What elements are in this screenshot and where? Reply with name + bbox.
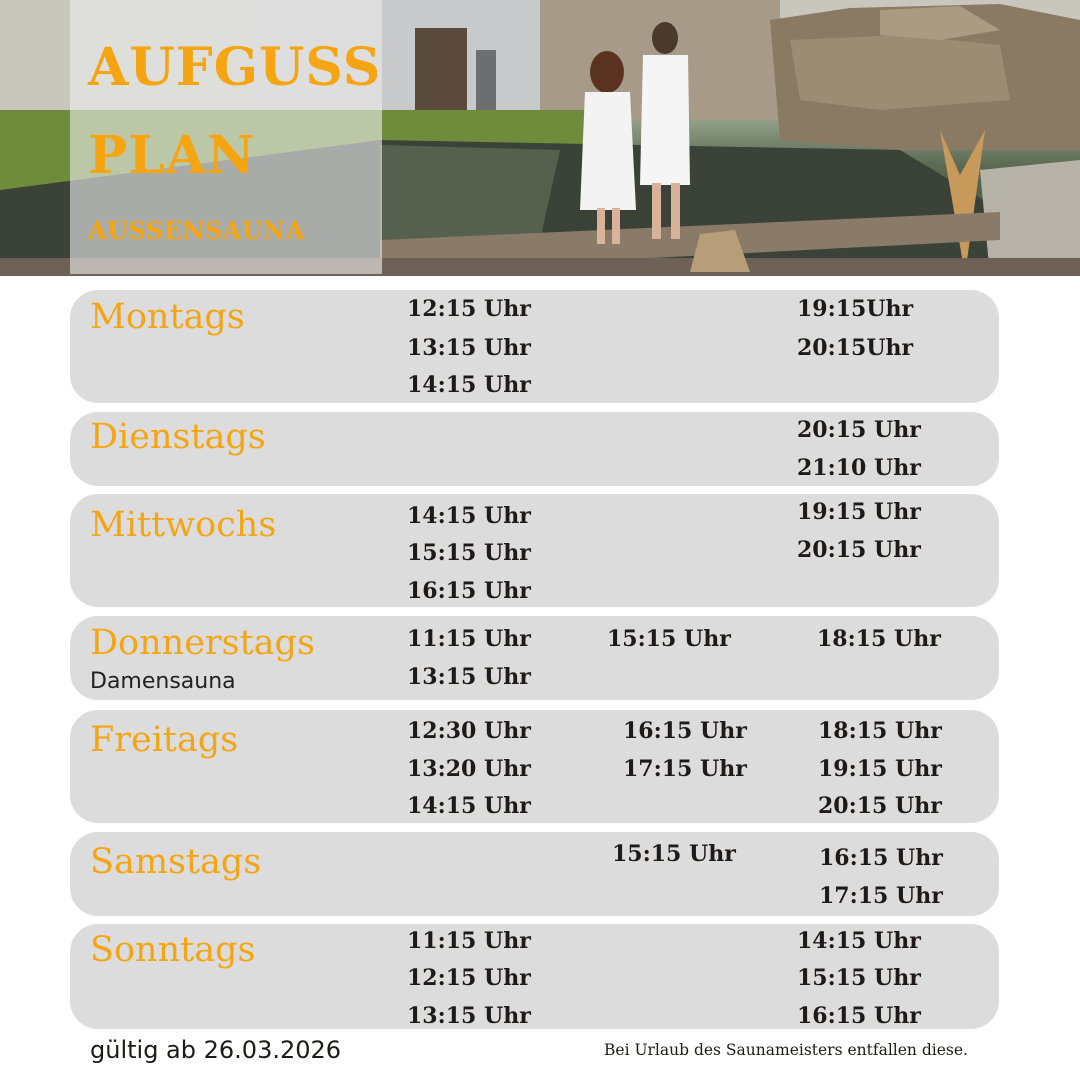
time-slot: 13:15 Uhr [407,664,531,690]
time-slot: 17:15 Uhr [623,756,747,782]
time-slot: 11:15 Uhr [407,626,531,652]
time-slot: 12:15 Uhr [407,296,531,322]
time-slot: 19:15 Uhr [797,499,921,525]
time-slot: 15:15 Uhr [797,965,921,991]
valid-from-date: gültig ab 26.03.2026 [90,1036,342,1064]
time-slot: 15:15 Uhr [607,626,731,652]
title-line-2: PLAN [88,125,256,186]
time-slot: 21:10 Uhr [797,455,921,481]
subtitle: AUSSENSAUNA [88,216,305,245]
time-slot: 16:15 Uhr [797,1003,921,1029]
schedule-row-sonntags [70,924,999,1029]
time-slot: 20:15 Uhr [797,537,921,563]
day-label: Donnerstags [90,623,315,663]
time-slot: 16:15 Uhr [407,578,531,604]
time-slot: 19:15Uhr [797,296,914,322]
time-slot: 16:15 Uhr [819,845,943,871]
time-slot: 14:15 Uhr [407,372,531,398]
day-label: Dienstags [90,417,266,457]
schedule-row-montags [70,290,999,403]
schedule-row-samstags [70,832,999,916]
schedule-row-freitags [70,710,999,823]
time-slot: 17:15 Uhr [819,883,943,909]
schedule-row-donnerstags [70,616,999,700]
time-slot: 16:15 Uhr [623,718,747,744]
time-slot: 14:15 Uhr [407,793,531,819]
day-label: Montags [90,297,245,337]
time-slot: 14:15 Uhr [797,928,921,954]
time-slot: 12:15 Uhr [407,965,531,991]
day-note: Damensauna [90,669,236,694]
time-slot: 19:15 Uhr [818,756,942,782]
time-slot: 12:30 Uhr [407,718,531,744]
title-line-1: AUFGUSS [88,37,382,98]
time-slot: 15:15 Uhr [407,540,531,566]
time-slot: 13:20 Uhr [407,756,531,782]
day-label: Freitags [90,720,239,760]
vacation-note: Bei Urlaub des Saunameisters entfallen diese. [604,1041,968,1059]
time-slot: 15:15 Uhr [612,841,736,867]
time-slot: 14:15 Uhr [407,503,531,529]
day-label: Samstags [90,842,262,882]
day-label: Mittwochs [90,505,277,545]
time-slot: 13:15 Uhr [407,335,531,361]
time-slot: 11:15 Uhr [407,928,531,954]
day-label: Sonntags [90,930,256,970]
time-slot: 20:15Uhr [797,335,914,361]
time-slot: 18:15 Uhr [817,626,941,652]
time-slot: 13:15 Uhr [407,1003,531,1029]
time-slot: 18:15 Uhr [818,718,942,744]
time-slot: 20:15 Uhr [818,793,942,819]
time-slot: 20:15 Uhr [797,417,921,443]
schedule-row-dienstags [70,412,999,486]
schedule-row-mittwochs [70,494,999,607]
